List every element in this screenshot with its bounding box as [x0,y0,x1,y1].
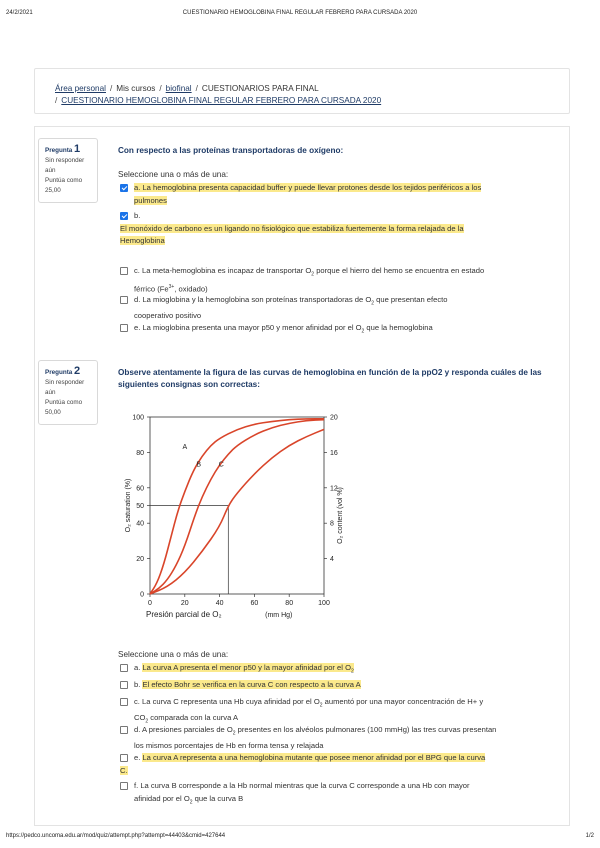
q1-option-a-checkbox[interactable] [120,184,128,192]
q2-option-a[interactable]: a. La curva A presenta el menor p50 y la mayor afinidad por el $O_2$ [120,662,354,678]
y2-tick-label: 4 [330,556,334,564]
q2-option-e-checkbox[interactable] [120,754,128,762]
curve-b [150,420,324,594]
x-tick-label: 100 [318,600,330,607]
question-1-score: Puntúa como [45,177,83,184]
x-tick-label: 0 [148,600,152,607]
q1-option-b[interactable]: b. El monóxido de carbono es un ligando no fisiológico que estabiliza fuertemente la forma relajada de la Hemoglobina [120,211,464,245]
breadcrumb-course-link[interactable]: biofinal [165,84,192,93]
q1-option-c-checkbox[interactable] [120,267,128,275]
print-footer [6,833,594,839]
y2-tick-label: 12 [330,485,338,493]
q2-option-c[interactable]: c. La curva C representa una Hb cuya afinidad por el $O_2$ aumentó por una mayor concentración de H+ y $CO_2$ comparada con la curva A [120,696,483,728]
y-tick-label: 60 [136,485,144,493]
y2-tick-label: 16 [330,449,338,457]
q2-option-c-checkbox[interactable] [120,698,128,706]
y-tick-label: 20 [136,556,144,564]
breadcrumb: Área personal / Mis cursos / biofinal / CUESTIONARIOS PARA FINAL / CUESTIONARIO HEMOGLOBINA FINAL REGULAR FEBRERO PARA CURSADA 2020 [34,68,570,114]
question-2-prompt: Seleccione una o más de una: [118,650,229,659]
y2-tick-label: 20 [330,414,338,422]
question-1-number: Pregunta 1 [45,143,81,155]
print-date: 24/2/2021 [6,10,33,16]
oxygen-saturation-chart [120,400,350,625]
breadcrumb-home-link[interactable]: Área personal [55,84,106,93]
y-tick-label: 80 [136,449,144,457]
print-page-number: 1/2 [585,833,594,839]
y2-tick-label: 8 [330,520,334,528]
q2-option-d-checkbox[interactable] [120,726,128,734]
curve-label-b: B [196,461,202,469]
breadcrumb-courses[interactable]: Mis cursos [116,84,156,93]
q2-option-b[interactable]: b. El efecto Bohr se verifica en la curva C con respecto a la curva A [120,679,361,692]
question-1-status: Sin responder [45,157,85,164]
curve-label-a: A [182,443,188,451]
question-1-text: Con respecto a las proteínas transportadoras de oxígeno: [118,146,344,155]
y-tick-label: 50 [136,503,144,510]
q1-option-e-checkbox[interactable] [120,324,128,332]
question-1-info: Pregunta 1 Sin responder aún Puntúa como 25,00 [38,138,98,203]
breadcrumb-quiz-link[interactable]: CUESTIONARIO HEMOGLOBINA FINAL REGULAR FEBRERO PARA CURSADA 2020 [61,96,382,105]
question-2-score: Puntúa como [45,399,83,406]
print-url: https://pedco.uncoma.edu.ar/mod/quiz/attempt.php?attempt=44403&cmid=427644 [6,833,226,839]
q2-option-b-checkbox[interactable] [120,681,128,689]
y-tick-label: 100 [132,414,144,422]
question-2-number: Pregunta 2 [45,365,81,377]
q1-option-a[interactable]: a. La hemoglobina presenta capacidad buffer y puede llevar protones desde los tejidos periféricos a los pulmones [120,182,481,207]
y-tick-label: 0 [140,591,144,599]
curve-c [150,429,324,594]
x-tick-label: 40 [215,600,224,607]
y-axis-label: O₂ saturation (%) [125,478,132,533]
x-tick-label: 20 [180,600,189,607]
q1-option-c[interactable]: c. La meta-hemoglobina es incapaz de transportar $O_2$ porque el hierro del hemo se encuentra en estado férrico ($Fe^{3+}$, oxidado) [120,265,484,296]
question-2-status: Sin responder [45,379,85,386]
q2-option-f[interactable]: f. La curva B corresponde a la Hb normal mientras que la curva C corresponde a una Hb con mayor afinidad por el $O_2$ que la curva B [120,780,470,809]
y-tick-label: 40 [136,520,144,528]
print-header [6,10,594,16]
breadcrumb-section[interactable]: CUESTIONARIOS PARA FINAL [201,84,319,93]
q2-option-d[interactable]: d. A presiones parciales de $O_2$ presentes en los alvéolos pulmonares (100 mmHg) las tres curvas presentan los mismos porcentajes de Hb en forma tensa y relajada [120,724,496,753]
question-2-info: Pregunta 2 Sin responder aún Puntúa como 50,00 [38,360,98,425]
y2-axis-label: O₂ content (vol %) [337,487,344,544]
x-tick-label: 80 [285,600,294,607]
q1-option-d-checkbox[interactable] [120,296,128,304]
q1-option-b-checkbox[interactable] [120,212,128,220]
x-tick-label: 60 [250,600,259,607]
question-1-prompt: Seleccione una o más de una: [118,170,229,179]
q2-option-f-checkbox[interactable] [120,782,128,790]
question-2-text: Observe atentamente la figura de las curvas de hemoglobina en función de la ppO2 y responda cuáles de las siguientes consignas son correctas: [118,368,542,389]
curve-label-c: C [218,461,224,469]
q2-option-a-checkbox[interactable] [120,664,128,672]
q2-option-e[interactable]: e. La curva A representa a una hemoglobina mutante que posee menor afinidad por el BPG que la curva C. [120,753,486,775]
x-axis-label: Presión parcial de O₂ [146,610,222,619]
q1-option-d[interactable]: d. La mioglobina y la hemoglobina son proteínas transportadoras de $O_2$ que presentan efecto cooperativo positivo [120,294,448,323]
q1-option-e[interactable]: e. La mioglobina presenta una mayor p50 y menor afinidad por el $O_2$ que la hemoglobina [120,322,433,338]
x-axis-unit-label: (mm Hg) [265,612,293,619]
print-title: CUESTIONARIO HEMOGLOBINA FINAL REGULAR FEBRERO PARA CURSADA 2020 [182,10,418,16]
